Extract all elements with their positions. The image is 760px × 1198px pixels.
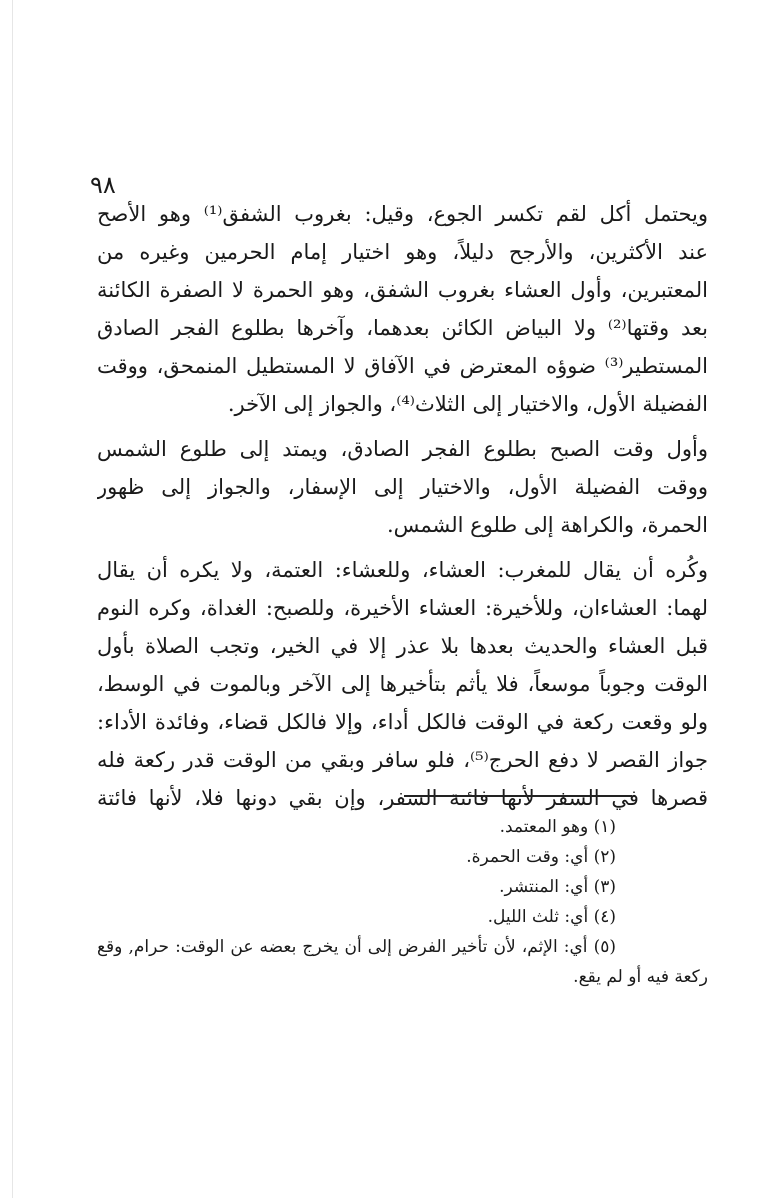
page-number: ٩٨ <box>90 171 116 199</box>
paragraph-1 <box>97 195 708 423</box>
text-line: الفضيلة الأول، والاختيار إلى الثلاث⁽⁴⁾، والجواز إلى الآخر. <box>227 392 708 416</box>
footnote-5: (٥) أي: الإثم، لأن تأخير الفرض إلى أن يخرج بعضه عن الوقت: حرام, وقع <box>97 937 616 957</box>
footnote-5-continuation: ركعة فيه أو لم يقع. <box>573 967 708 987</box>
footnote-divider <box>404 795 632 797</box>
footnote-2: (٢) أي: وقت الحمرة. <box>466 847 616 867</box>
footnote-3: (٣) أي: المنتشر. <box>499 877 616 897</box>
scan-edge-line <box>12 0 13 1198</box>
text-line: وكُره أن يقال للمغرب: العشاء، وللعشاء: العتمة، ولا يكره أن يقال <box>97 558 708 582</box>
text-line: وأول وقت الصبح بطلوع الفجر الصادق، ويمتد إلى طلوع الشمس <box>97 437 708 461</box>
text-line: قصرها في السفر لأنها فائتة السفر، وإن بقي دونها فلا، لأنها فائتة <box>97 786 708 810</box>
text-line: بعد وقتها⁽²⁾ ولا البياض الكائن بعدهما، وآخرها بطلوع الفجر الصادق <box>97 316 708 340</box>
text-line: المستطير⁽³⁾ ضوؤه المعترض في الآفاق لا المستطيل المنمحق، ووقت <box>97 354 708 378</box>
footnote-4: (٤) أي: ثلث الليل. <box>487 907 616 927</box>
text-line: المعتبرين، وأول العشاء بغروب الشفق، وهو الحمرة لا الصفرة الكائنة <box>97 278 708 302</box>
text-line: الحمرة، والكراهة إلى طلوع الشمس. <box>386 513 708 537</box>
text-line: ولو وقعت ركعة في الوقت فالكل أداء، وإلا فالكل قضاء، وفائدة الأداء: <box>97 710 708 734</box>
text-line: قبل العشاء والحديث بعدها بلا عذر إلا في الخير، وتجب الصلاة بأول <box>97 634 708 658</box>
footnotes <box>97 812 708 992</box>
paragraph-2 <box>97 430 708 544</box>
main-text <box>97 195 708 824</box>
text-line: جواز القصر لا دفع الحرج⁽⁵⁾، فلو سافر وبقي من الوقت قدر ركعة فله <box>97 748 708 772</box>
paragraph-3 <box>97 551 708 817</box>
text-line: لهما: العشاءان، وللأخيرة: العشاء الأخيرة، وللصبح: الغداة، وكره النوم <box>97 596 708 620</box>
text-line: ووقت الفضيلة الأول، والاختيار إلى الإسفار، والجواز إلى ظهور <box>97 475 708 499</box>
text-line: ويحتمل أكل لقم تكسر الجوع، وقيل: بغروب الشفق⁽¹⁾ وهو الأصح <box>97 202 708 226</box>
footnote-1: (١) وهو المعتمد. <box>499 817 616 837</box>
text-line: الوقت وجوباً موسعاً، فلا يأثم بتأخيرها إلى الآخر وبالموت في الوسط، <box>97 672 708 696</box>
text-line: عند الأكثرين، والأرجح دليلاً، وهو اختيار إمام الحرمين وغيره من <box>97 240 708 264</box>
